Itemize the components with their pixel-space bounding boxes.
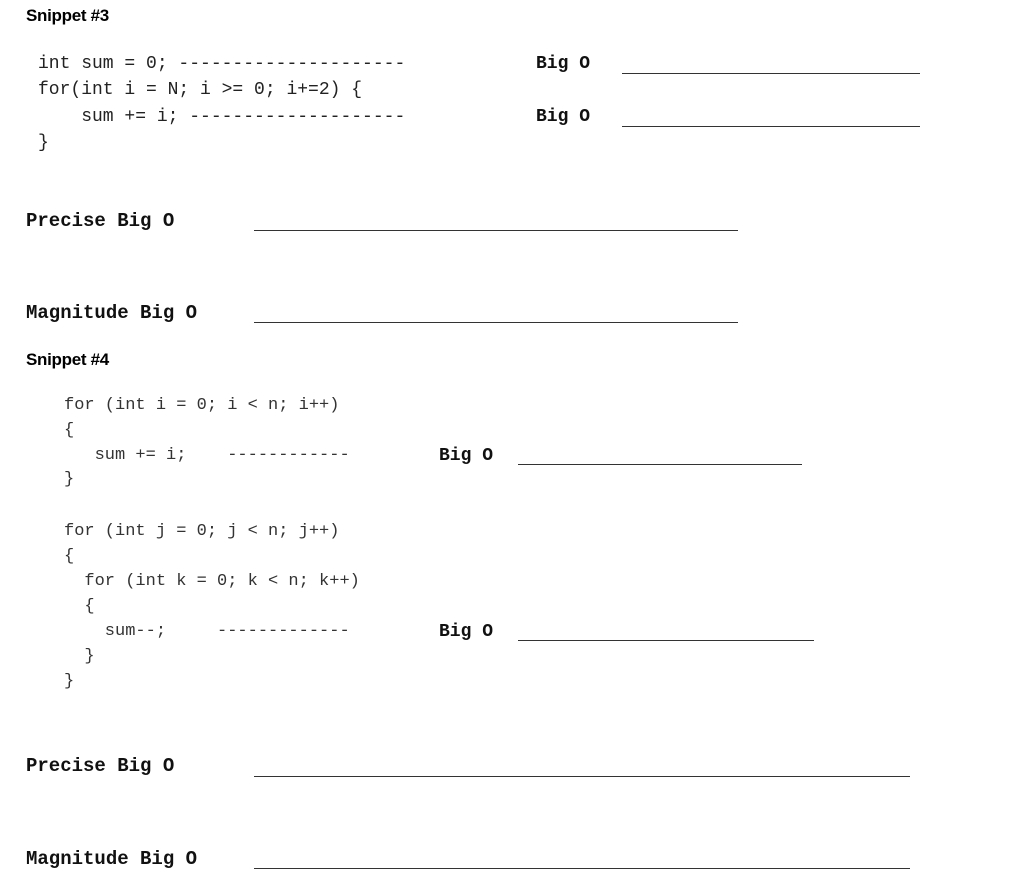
big-o-label: Big O: [536, 54, 591, 74]
answer-blank[interactable]: [622, 73, 920, 74]
code-line: {: [64, 547, 75, 566]
precise-big-o-blank[interactable]: [254, 230, 738, 231]
code-line: }: [64, 672, 75, 691]
code-line: for (int k = 0; k < n; k++): [64, 572, 360, 591]
magnitude-big-o-label: Magnitude Big O: [26, 848, 198, 870]
code-line: for (int j = 0; j < n; j++): [64, 522, 340, 541]
answer-blank[interactable]: [518, 464, 802, 465]
answer-blank[interactable]: [622, 126, 920, 127]
big-o-label: Big O: [439, 446, 494, 466]
code-line: sum += i; --------------------: [38, 107, 406, 127]
precise-big-o-label: Precise Big O: [26, 755, 175, 777]
code-line: sum--; -------------: [64, 622, 350, 641]
magnitude-big-o-label: Magnitude Big O: [26, 302, 198, 324]
magnitude-big-o-blank[interactable]: [254, 868, 910, 869]
code-line: }: [64, 647, 95, 666]
code-line: for (int i = 0; i < n; i++): [64, 396, 340, 415]
precise-big-o-label: Precise Big O: [26, 210, 175, 232]
snippet-4-title: Snippet #4: [26, 350, 109, 369]
code-line: for(int i = N; i >= 0; i+=2) {: [38, 80, 363, 100]
snippet-3-title: Snippet #3: [26, 6, 109, 25]
code-line: sum += i; ------------: [64, 446, 350, 465]
code-line: }: [38, 133, 49, 153]
answer-blank[interactable]: [518, 640, 814, 641]
code-line: int sum = 0; ---------------------: [38, 54, 406, 74]
precise-big-o-blank[interactable]: [254, 776, 910, 777]
code-line: {: [64, 597, 95, 616]
big-o-label: Big O: [536, 107, 591, 127]
code-line: {: [64, 421, 75, 440]
magnitude-big-o-blank[interactable]: [254, 322, 738, 323]
big-o-label: Big O: [439, 622, 494, 642]
code-line: }: [64, 470, 75, 489]
